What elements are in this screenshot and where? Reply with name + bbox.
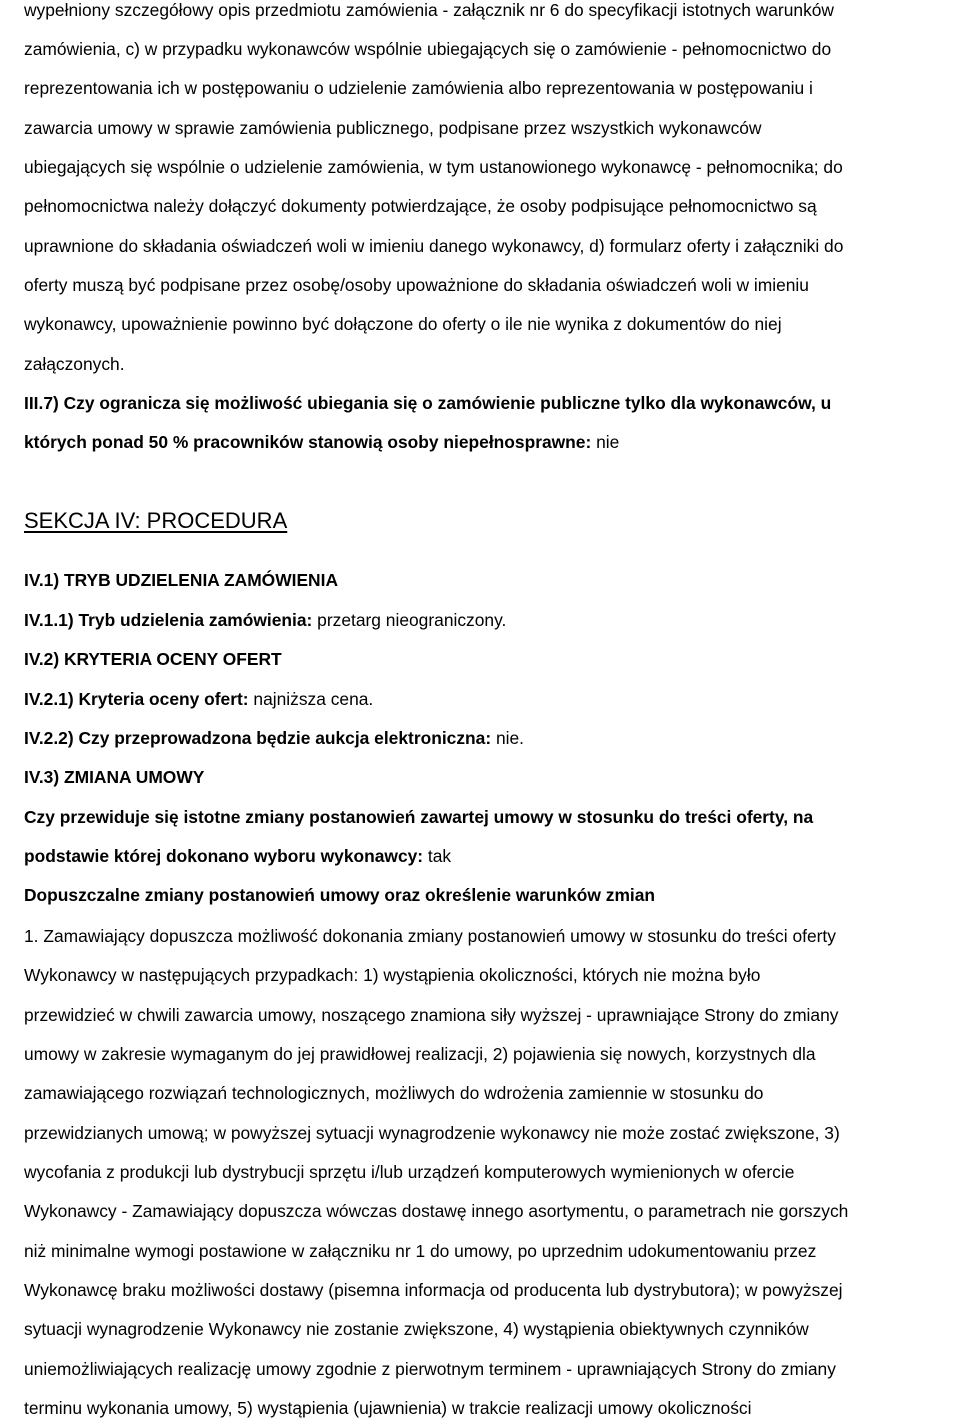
iv22-value: nie. — [491, 728, 524, 748]
iv11-value: przetarg nieograniczony. — [312, 610, 507, 630]
iv3-answer: tak — [423, 846, 452, 866]
iv22-item — [24, 727, 524, 749]
paragraph-line: Wykonawcy - Zamawiający dopuszcza wówczas dostawę innego asortymentu, o parametrach nie gorszych — [24, 1201, 849, 1221]
paragraph-line: oferty muszą być podpisane przez osobę/osoby upoważnione do składania oświadczeń woli w imieniu — [24, 275, 809, 295]
iv3-heading: IV.3) ZMIANA UMOWY — [24, 767, 205, 787]
iv2-heading: IV.2) KRYTERIA OCENY OFERT — [24, 649, 282, 669]
paragraph-line: zamawiającego rozwiązań technologicznych, możliwych do wdrożenia zamiennie w stosunku do — [24, 1083, 764, 1103]
iv3-question-line: Czy przewiduje się istotne zmiany postanowień zawartej umowy w stosunku do treści oferty, na — [24, 807, 814, 827]
paragraph-line: zawarcia umowy w sprawie zamówienia publicznego, podpisane przez wszystkich wykonawców — [24, 118, 762, 138]
iv21-value: najniższa cena. — [248, 689, 374, 709]
paragraph-line: ubiegających się wspólnie o udzielenie zamówienia, w tym ustanowionego wykonawcę - pełnomocnika; do — [24, 157, 843, 177]
paragraph-line: wypełniony szczegółowy opis przedmiotu zamówienia - załącznik nr 6 do specyfikacji istotnych warunków — [24, 0, 834, 20]
paragraph-line: umowy w zakresie wymaganym do jej prawidłowej realizacji, 2) pojawienia się nowych, korzystnych dla — [24, 1044, 816, 1064]
iii7-answer: nie — [591, 432, 620, 452]
iv3-question-line — [24, 845, 451, 867]
iv1-heading: IV.1) TRYB UDZIELENIA ZAMÓWIENIA — [24, 570, 339, 590]
paragraph-line: sytuacji wynagrodzenie Wykonawcy nie zostanie zwiększone, 4) wystąpienia obiektywnych czynników — [24, 1319, 809, 1339]
paragraph-line: terminu wykonania umowy, 5) wystąpienia (ujawnienia) w trakcie realizacji umowy okoliczności — [24, 1398, 752, 1418]
iv3-question-label: podstawie której dokonano wyboru wykonawcy: — [24, 846, 424, 866]
paragraph-line: reprezentowania ich w postępowaniu o udzielenie zamówienia albo reprezentowania w postępowaniu i — [24, 78, 813, 98]
paragraph-line: zamówienia, c) w przypadku wykonawców wspólnie ubiegających się o zamówienie - pełnomocnictwo do — [24, 39, 832, 59]
iv21-label: IV.2.1) Kryteria oceny ofert: — [24, 689, 249, 709]
paragraph-line: pełnomocnictwa należy dołączyć dokumenty potwierdzające, że osoby podpisujące pełnomocnictwo są — [24, 196, 817, 216]
paragraph-line: przewidzianych umową; w powyższej sytuacji wynagrodzenie wykonawcy nie może zostać zwiększone, 3) — [24, 1123, 840, 1143]
paragraph-line: uniemożliwiających realizację umowy zgodnie z pierwotnym terminem - uprawniających Strony do zmiany — [24, 1359, 836, 1379]
paragraph-line: Wykonawcę braku możliwości dostawy (pisemna informacja od producenta lub dystrybutora); w powyższej — [24, 1280, 843, 1300]
iv11-label: IV.1.1) Tryb udzielenia zamówienia: — [24, 610, 313, 630]
iii7-question-label: których ponad 50 % pracowników stanowią osoby niepełnosprawne: — [24, 432, 592, 452]
section-title: SEKCJA IV: PROCEDURA — [24, 508, 288, 533]
paragraph-line: przewidzieć w chwili zawarcia umowy, noszącego znamiona siły wyższej - uprawniające Strony do zmiany — [24, 1005, 839, 1025]
iii7-question-line: III.7) Czy ogranicza się możliwość ubiegania się o zamówienie publiczne tylko dla wykonawców, u — [24, 393, 832, 413]
iii7-question-line — [24, 431, 619, 453]
paragraph-line: załączonych. — [24, 354, 125, 374]
iv3-conditions-heading: Dopuszczalne zmiany postanowień umowy oraz określenie warunków zmian — [24, 885, 656, 905]
paragraph-line: wycofania z produkcji lub dystrybucji sprzętu i/lub urządzeń komputerowych wymienionych w ofercie — [24, 1162, 795, 1182]
iv11-item — [24, 609, 506, 631]
iv21-item — [24, 688, 373, 710]
iv22-label: IV.2.2) Czy przeprowadzona będzie aukcja elektroniczna: — [24, 728, 492, 748]
paragraph-line: uprawnione do składania oświadczeń woli w imieniu danego wykonawcy, d) formularz oferty i załączniki do — [24, 236, 844, 256]
paragraph-line: niż minimalne wymogi postawione w załączniku nr 1 do umowy, po uprzednim udokumentowaniu przez — [24, 1241, 817, 1261]
paragraph-line: Wykonawcy w następujących przypadkach: 1) wystąpienia okoliczności, których nie można było — [24, 965, 761, 985]
paragraph-line: 1. Zamawiający dopuszcza możliwość dokonania zmiany postanowień umowy w stosunku do treści oferty — [24, 926, 836, 946]
paragraph-line: wykonawcy, upoważnienie powinno być dołączone do oferty o ile nie wynika z dokumentów do niej — [24, 314, 782, 334]
